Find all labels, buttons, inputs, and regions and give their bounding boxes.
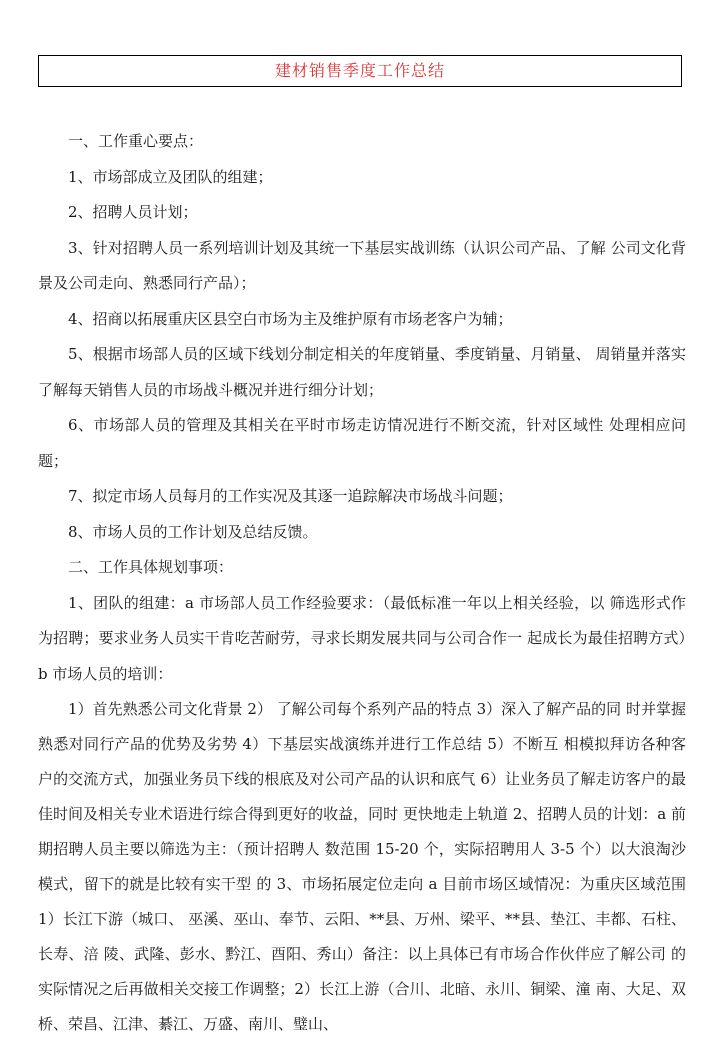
list-item: 2、招聘人员计划； bbox=[68, 203, 198, 221]
document-body bbox=[38, 124, 686, 1042]
heading-section-2: 二、工作具体规划事项： bbox=[68, 558, 234, 576]
paragraph: 1）首先熟悉公司文化背景 2） 了解公司每个系列产品的特点 3）深入了解产品的同 时并掌握熟悉对同行产品的优势及劣势 4）下基层实战演练并进行工作总结 5）不断互 相模拟拜访各种客户的交流方式，加强业务员下线的根底及对公司产品的认识和底气 6）让业务员了解走访客户的最佳时间及相关专业术语进行综合得到更好的收益，同时 更快地走上轨道 2、招聘人员的计划：a 前期招聘人员主要以筛选为主：（预计招聘人 数范围 15-20 个，实际招聘用人 3-5 个）以大浪淘沙模式，留下的就是比较有实干型 的 3、市场拓展定位走向 a 目前市场区域情况：为重庆区域范围 1）长江下游（城口、 巫溪、巫山、奉节、云阳、**县、万州、梁平、**县、垫江、丰都、石柱、长寿、涪 陵、武隆、彭水、黔江、酉阳、秀山）备注：以上具体已有市场合作伙伴应了解公司 的实际情况之后再做相关交接工作调整；2）长江上游（合川、北暗、永川、铜梁、潼 南、大足、双桥、荣昌、江津、綦江、万盛、南川、璧山、 bbox=[38, 700, 686, 1033]
list-item: 3、针对招聘人员一系列培训计划及其统一下基层实战训练（认识公司产品、了解 公司文化背景及公司走向、熟悉同行产品）； bbox=[38, 238, 686, 292]
paragraph: 1、团队的组建：a 市场部人员工作经验要求：（最低标准一年以上相关经验，以 筛选形式作为招聘；要求业务人员实干肯吃苦耐劳，寻求长期发展共同与公司合作一 起成长为最佳招聘方式）b 市场人员的培训： bbox=[38, 593, 686, 683]
title-box bbox=[38, 55, 682, 87]
document-title: 建材销售季度工作总结 bbox=[274, 61, 445, 80]
list-item: 5、根据市场部人员的区域下线划分制定相关的年度销量、季度销量、月销量、 周销量并落实了解每天销售人员的市场战斗概况并进行细分计划； bbox=[38, 345, 686, 399]
list-item: 1、市场部成立及团队的组建； bbox=[68, 167, 273, 186]
list-item: 7、拟定市场人员每月的工作实况及其逐一追踪解决市场战斗问题； bbox=[68, 487, 513, 505]
list-item: 8、市场人员的工作计划及总结反馈。 bbox=[68, 522, 318, 541]
list-item: 4、招商以拓展重庆区县空白市场为主及维护原有市场老客户为辅； bbox=[68, 309, 513, 328]
heading-section-1: 一、工作重心要点： bbox=[68, 132, 204, 150]
list-item: 6、市场部人员的管理及其相关在平时市场走访情况进行不断交流，针对区域性 处理相应问题； bbox=[38, 416, 686, 470]
